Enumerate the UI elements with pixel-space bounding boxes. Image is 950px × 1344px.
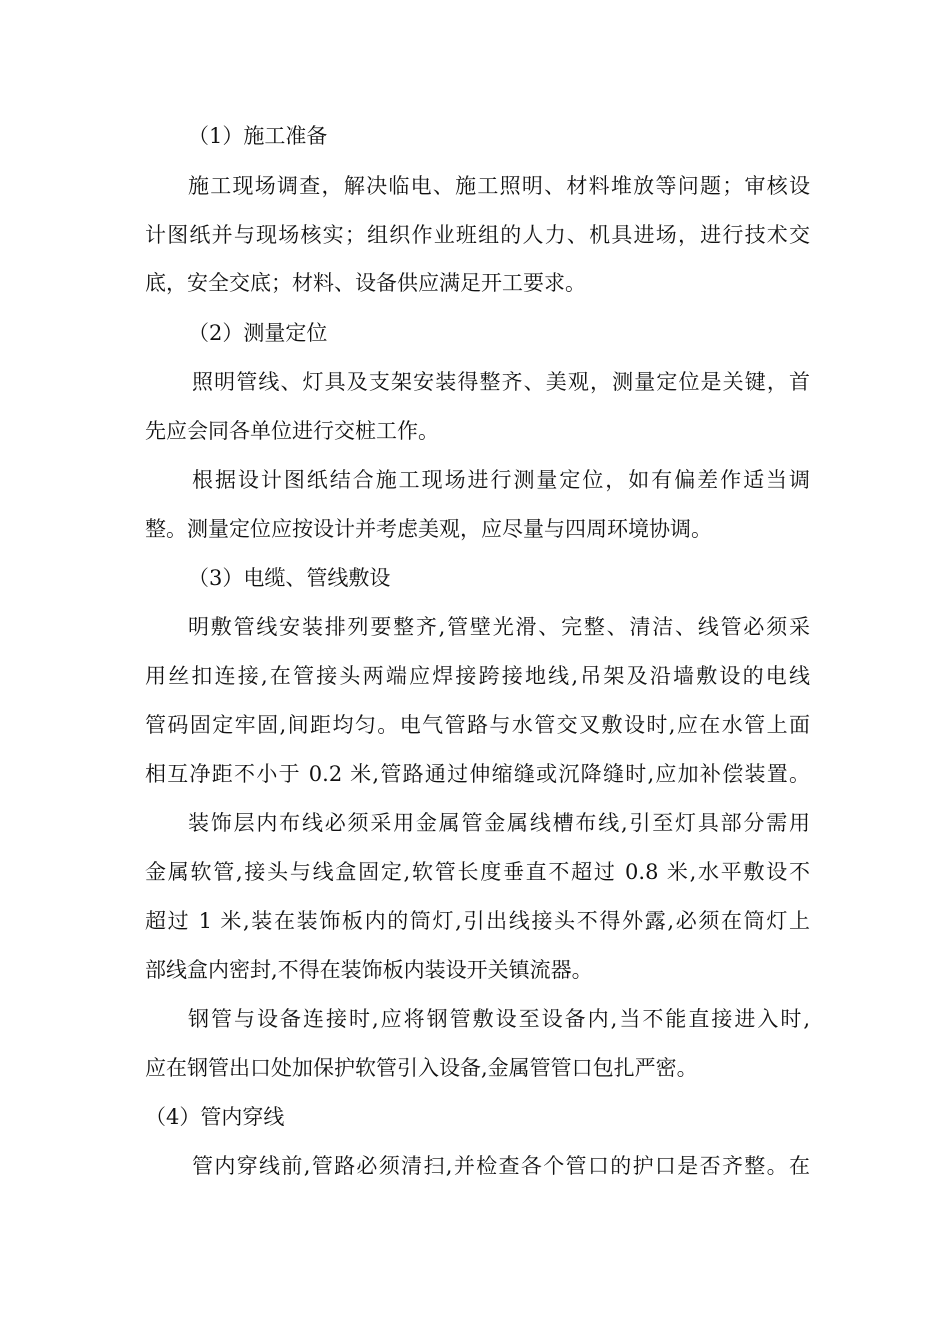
- paragraph-line: 用丝扣连接,在管接头两端应焊接跨接地线,吊架及沿墙敷设的电线: [145, 664, 810, 688]
- heading-construction-preparation: （1）施工准备: [188, 124, 328, 148]
- paragraph-line: 底，安全交底；材料、设备供应满足开工要求。: [145, 271, 586, 295]
- paragraph-line: 金属软管,接头与线盒固定,软管长度垂直不超过 0.8 米,水平敷设不: [145, 860, 810, 884]
- paragraph-line: 先应会同各单位进行交桩工作。: [145, 419, 439, 443]
- paragraph-line: 钢管与设备连接时,应将钢管敷设至设备内,当不能直接进入时,: [188, 1007, 810, 1031]
- paragraph-line: 照明管线、灯具及支架安装得整齐、美观，测量定位是关键，首: [192, 370, 810, 394]
- heading-cable-conduit-laying: （3）电缆、管线敷设: [188, 566, 391, 590]
- paragraph-line: 装饰层内布线必须采用金属管金属线槽布线,引至灯具部分需用: [188, 811, 810, 835]
- paragraph-line: 施工现场调查，解决临电、施工照明、材料堆放等问题；审核设: [188, 174, 810, 198]
- paragraph-line: 应在钢管出口处加保护软管引入设备,金属管管口包扎严密。: [145, 1056, 698, 1080]
- paragraph-line: 管内穿线前,管路必须清扫,并检查各个管口的护口是否齐整。在: [192, 1154, 810, 1178]
- paragraph-line: 管码固定牢固,间距均匀。电气管路与水管交叉敷设时,应在水管上面: [145, 713, 810, 737]
- paragraph-line: 部线盒内密封,不得在装饰板内装设开关镇流器。: [145, 958, 593, 982]
- paragraph-line: 相互净距不小于 0.2 米,管路通过伸缩缝或沉降缝时,应加补偿装置。: [145, 762, 810, 786]
- paragraph-line: 根据设计图纸结合施工现场进行测量定位，如有偏差作适当调: [192, 468, 810, 492]
- paragraph-line: 超过 1 米,装在装饰板内的筒灯,引出线接头不得外露,必须在筒灯上: [145, 909, 810, 933]
- paragraph-line: 整。测量定位应按设计并考虑美观，应尽量与四周环境协调。: [145, 517, 712, 541]
- paragraph-line: 明敷管线安装排列要整齐,管壁光滑、完整、清洁、线管必须采: [188, 615, 810, 639]
- heading-wiring-in-conduit: （4）管内穿线: [145, 1105, 285, 1129]
- heading-survey-positioning: （2）测量定位: [188, 321, 328, 345]
- paragraph-line: 计图纸并与现场核实；组织作业班组的人力、机具进场，进行技术交: [145, 223, 810, 247]
